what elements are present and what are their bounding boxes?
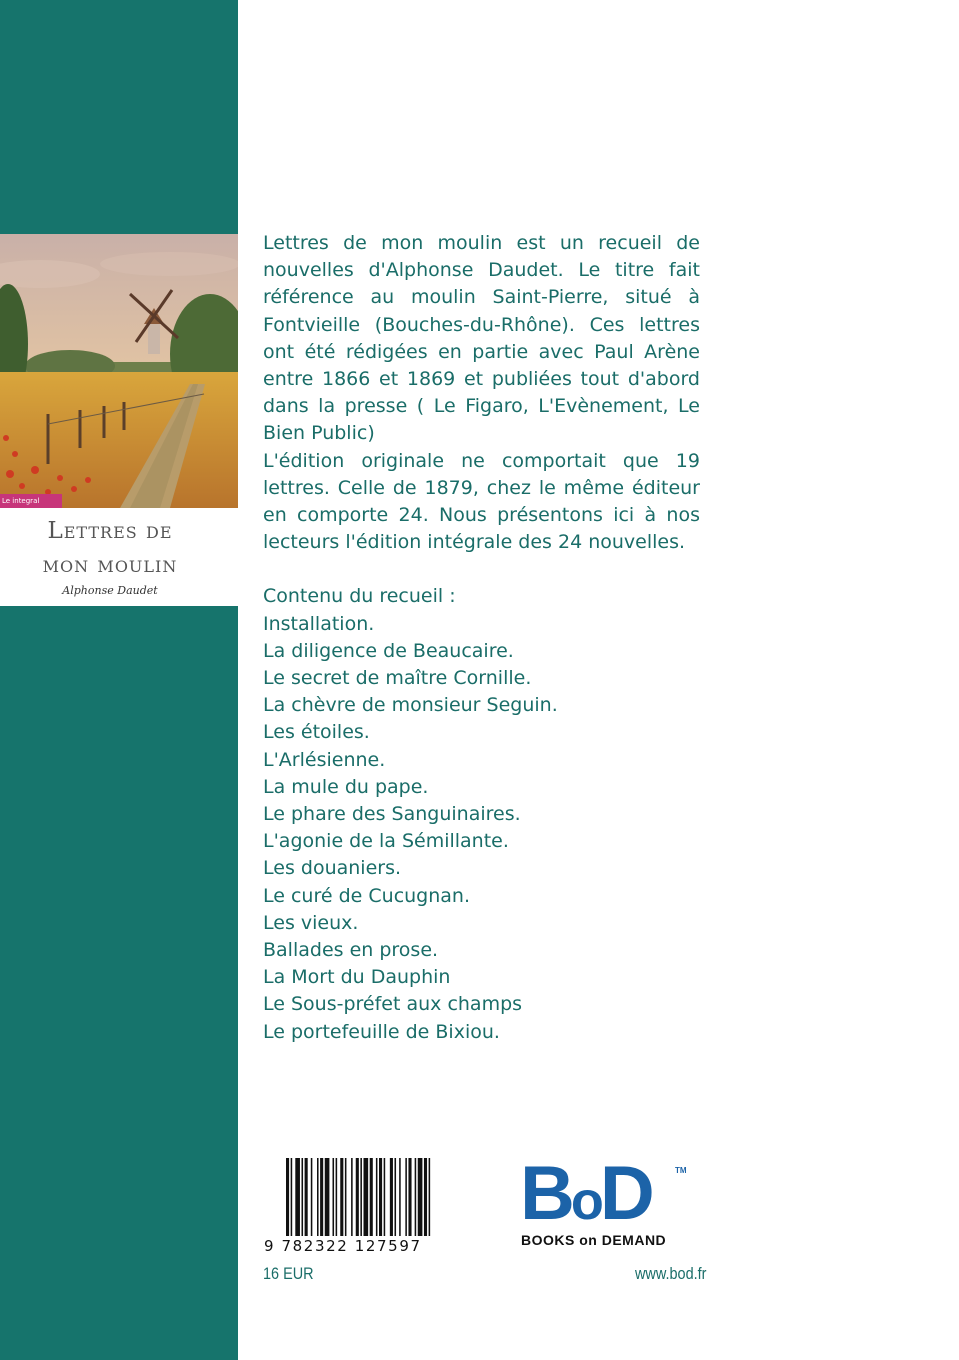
logo-letter-b: B — [520, 1151, 571, 1236]
barcode-bar — [384, 1158, 386, 1236]
barcode-bar — [364, 1158, 369, 1236]
publisher-logo — [520, 1151, 690, 1236]
barcode-bar — [336, 1158, 338, 1236]
list-item: Les douaniers. — [263, 857, 402, 880]
barcode-bar — [360, 1158, 362, 1236]
barcode-bar — [340, 1158, 343, 1236]
barcode-bar — [429, 1158, 431, 1236]
thumbnail-author: Alphonse Daudet — [62, 584, 158, 597]
barcode-bar — [405, 1158, 407, 1236]
logo-letter-d: D — [599, 1151, 651, 1236]
barcode-bar — [399, 1158, 401, 1236]
spine-band — [0, 0, 238, 1360]
trademark-mark: TM — [675, 1166, 687, 1175]
barcode-bar — [418, 1158, 423, 1236]
contents-heading: Contenu du recueil : — [263, 585, 456, 608]
barcode-bars — [264, 1158, 474, 1238]
publisher-website: www.bod.fr — [635, 1264, 707, 1283]
price-label: 16 EUR — [263, 1264, 314, 1283]
summary-paragraph-1: Lettres de mon moulin est un recueil de nouvelles d'Alphonse Daudet. Le titre fait référence au moulin Saint-Pierre, situé à Fontvieille (Bouches-du-Rhône). Ces lettres ont été rédigées en partie avec Paul Arène entre 1866 et 1869 et publiées tout d'abord dans la presse ( Le Figaro, L'Evènement, Le Bien Public) — [263, 232, 700, 445]
list-item: Les vieux. — [263, 911, 359, 934]
contents-list — [263, 611, 700, 1046]
list-item: Les étoiles. — [263, 721, 370, 744]
barcode-bar — [311, 1158, 313, 1236]
barcode-bar — [351, 1158, 353, 1236]
list-item: Le secret de maître Cornille. — [263, 667, 532, 690]
barcode-bar — [302, 1158, 304, 1236]
list-item: Le phare des Sanguinaires. — [263, 803, 521, 826]
list-item: Le curé de Cucugnan. — [263, 884, 471, 907]
barcode-bar — [345, 1158, 347, 1236]
barcode-bar — [295, 1158, 300, 1236]
barcode-bar — [291, 1158, 293, 1236]
list-item: L'Arlésienne. — [263, 748, 386, 771]
list-item: Le portefeuille de Bixiou. — [263, 1020, 500, 1043]
barcode-bar — [356, 1158, 359, 1236]
barcode-bar — [286, 1158, 289, 1236]
list-item: Ballades en prose. — [263, 939, 439, 962]
back-cover-text — [263, 230, 700, 1046]
barcode-bar — [415, 1158, 417, 1236]
list-item: La chèvre de monsieur Seguin. — [263, 694, 558, 717]
thumbnail-title-line1: Lettres de — [47, 518, 173, 544]
list-item: La mule du pape. — [263, 775, 429, 798]
barcode-bar — [390, 1158, 393, 1236]
summary-paragraph-2: L'édition originale ne comportait que 19 lettres. Celle de 1879, chez le même éditeur en comporte 24. Nous présentons ici à nos lecteurs l'édition intégrale des 24 nouvelles. — [263, 449, 700, 554]
windmill-painting — [0, 234, 238, 508]
barcode-bar — [325, 1158, 330, 1236]
barcode-bar — [379, 1158, 382, 1236]
thumbnail-title-line2: mon moulin — [42, 552, 178, 578]
isbn-number: 9 782322 127597 — [264, 1237, 422, 1255]
barcode-bar — [424, 1158, 427, 1236]
barcode-bar — [408, 1158, 411, 1236]
logo-letter-o: o — [570, 1171, 600, 1231]
list-item: L'agonie de la Sémillante. — [263, 830, 509, 853]
list-item: Installation. — [263, 612, 375, 635]
barcode-bar — [305, 1158, 308, 1236]
barcode-bar — [320, 1158, 323, 1236]
edition-tag: Le integral — [0, 494, 62, 508]
list-item: Le Sous-préfet aux champs — [263, 993, 523, 1016]
barcode-bar — [370, 1158, 373, 1236]
list-item: La diligence de Beaucaire. — [263, 639, 514, 662]
cover-thumbnail — [0, 234, 238, 606]
publisher-subtitle: BOOKS on DEMAND — [521, 1232, 667, 1248]
barcode-bar — [395, 1158, 397, 1236]
barcode-bar — [376, 1158, 378, 1236]
list-item: La Mort du Dauphin — [263, 966, 451, 989]
barcode-bar — [333, 1158, 335, 1236]
barcode-bar — [317, 1158, 319, 1236]
